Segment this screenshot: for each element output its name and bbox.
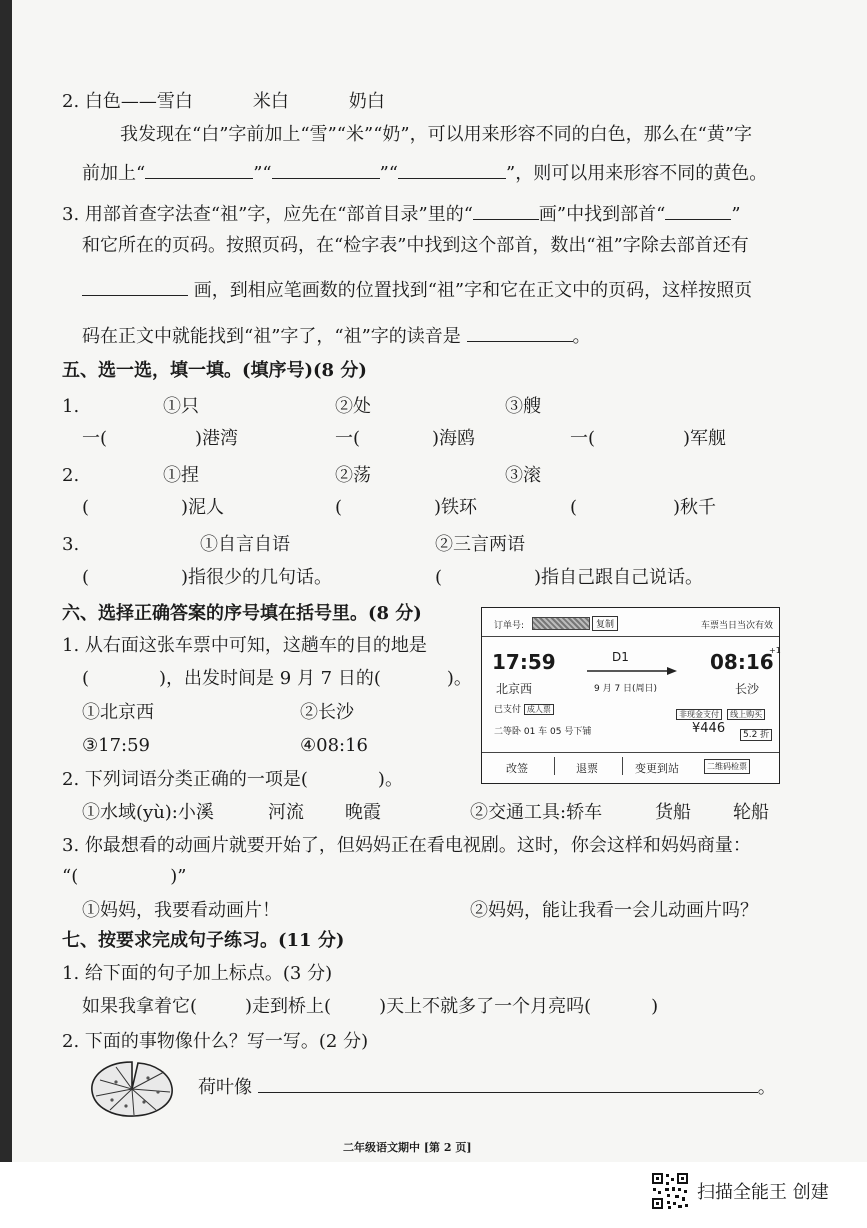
ticket-valid-note: 车票当日当次有效 [700,621,773,631]
q4-item2-line3: 前加上“ ”“ ”“ ”，则可以用来形容不同的黄色。 [82,163,768,184]
q6-item2-opt-a-word2: 河流 [268,802,304,823]
ticket-dep-station: 北京西 [496,682,533,696]
q6-item1-opt2: ②长沙 [300,702,354,723]
q5-g2-num: 2. [62,465,80,486]
ticket-order-label: 订单号: [494,621,525,631]
blank-yellow-2[interactable] [272,162,380,179]
q6-item1-opt1: ①北京西 [82,702,154,723]
q5-g3-opt1: ①自言自语 [200,534,290,555]
q4-item2-line2: 我发现在“白”字前加上“雪”“米”“奶”，可以用来形容不同的白色，那么在“黄”字 [120,124,753,145]
q4-item3-line4: 码在正文中就能找到“祖”字了，“祖”字的读音是 。 [82,326,591,347]
q5-g1-opt1: ①只 [163,396,199,417]
q6-item1-line1: 1. 从右面这张车票中可知，这趟车的目的地是 [62,635,427,656]
q5-g2-opt3: ③滚 [505,465,541,486]
ticket-action-change[interactable]: 改签 [506,762,528,775]
q5-g3-blank1[interactable]: ( )指很少的几句话。 [82,567,333,588]
ticket-discount: 5.2 折 [740,722,772,741]
blank-yellow-1[interactable] [145,162,253,179]
q4-item3-line2: 和它所在的页码。按照页码，在“检字表”中找到这个部首，数出“祖”字除去部首还有 [82,235,749,256]
ticket-direction-arrow-icon [587,666,677,676]
q4-item3-line3: 画，到相应笔画数的位置找到“祖”字和它在正文中的页码，这样按照页 [82,279,752,302]
q6-item2: 2. 下列词语分类正确的一项是( )。 [62,769,403,790]
q4-item3-line1: 3. 用部首查字法查“祖”字，应先在“部首目录”里的“ 画”中找到部首“ ” [62,204,741,225]
blank-radical[interactable] [665,203,731,220]
q6-item3: 3. 你最想看的动画片就要开始了，但妈妈正在看电视剧。这时，你会这样和妈妈商量： [62,835,751,856]
ticket-tag-nocash: 非现金支付 [676,709,722,720]
q5-g1-opt2: ②处 [335,396,371,417]
q5-g1-blank2[interactable]: 一( )海鸥 [335,428,476,449]
q6-item3-opt-a: ①妈妈，我要看动画片！ [82,900,280,921]
ticket-divider-bottom [482,752,779,753]
q6-item2-opt-b-word2: 货船 [655,802,691,823]
q5-g2-blank2[interactable]: ( )铁环 [335,497,478,518]
ticket-order-number-masked [532,617,590,630]
train-ticket [481,607,780,784]
q5-g1-opt3: ③艘 [505,396,541,417]
q4-item2-line1: 2. 白色——雪白 米白 奶白 [62,91,385,112]
q6-item2-opt-a-word3: 晚霞 [345,802,381,823]
q6-title: 六、选择正确答案的序号填在括号里。(8 分) [62,603,422,624]
q5-g2-blank3[interactable]: ( )秋千 [570,497,717,518]
q7-title: 七、按要求完成句子练习。(11 分) [62,930,345,951]
ticket-divider-top [482,636,779,637]
lotus-leaf-icon [86,1058,178,1120]
ticket-plus-day: +1 [769,646,781,655]
q6-item3-opt-b: ②妈妈，能让我看一会儿动画片吗？ [470,900,758,921]
q5-g3-num: 3. [62,534,80,555]
qr-code-icon [651,1172,689,1210]
scan-edge [0,0,12,1162]
q5-g1-blank1[interactable]: 一( )港湾 [82,428,239,449]
lotus-answer-blank[interactable] [258,1076,758,1093]
q6-item1-opt4: ④08:16 [300,735,369,756]
q6-item3-answer[interactable]: “( )” [62,866,187,887]
q7-item2-answer: 荷叶像 。 [198,1077,776,1098]
page-footer-label: 二年级语文期中 [第 2 页] [343,1141,472,1154]
q5-g1-blank3[interactable]: 一( )军舰 [570,428,727,449]
q5-g2-opt1: ①捏 [163,465,199,486]
blank-yellow-3[interactable] [398,162,506,179]
ticket-tags [676,702,765,721]
q6-item1-line2: ( )，出发时间是 9 月 7 日的( )。 [82,668,472,689]
ticket-date: 9 月 7 日(周日) [594,684,658,694]
ticket-action-qr-check[interactable]: 二维码检票 [704,759,750,774]
q6-item2-opt-b: ②交通工具:轿车 [470,802,603,823]
ticket-arr-station: 长沙 [735,682,760,696]
ticket-action-sep [554,757,555,775]
q6-item2-opt-b-word3: 轮船 [733,802,769,823]
ticket-adult-tag: 成人票 [524,704,554,715]
ticket-arr-time: 08:16 [710,650,774,674]
blank-stroke-group[interactable] [473,203,539,220]
q7-item1: 1. 给下面的句子加上标点。(3 分) [62,963,333,984]
q6-item2-opt-a: ①水域(yù):小溪 [82,802,214,823]
ticket-action-refund[interactable]: 退票 [576,762,598,775]
ticket-seat: 二等卧 01 车 05 号下铺 [494,727,592,737]
q5-g1-num: 1. [62,396,80,417]
q7-item2: 2. 下面的事物像什么？写一写。(2 分) [62,1031,369,1052]
ticket-action-change-station[interactable]: 变更到站 [635,762,679,775]
ticket-paid-status: 已支付 成人票 [494,702,554,715]
blank-pronunciation[interactable] [467,325,573,342]
ticket-tag-online: 线上购买 [727,709,765,720]
ticket-price: ¥446 [692,721,726,736]
q5-g2-opt2: ②荡 [335,465,371,486]
q5-title: 五、选一选，填一填。(填序号)(8 分) [62,360,367,381]
q5-g3-blank2[interactable]: ( )指自己跟自己说话。 [435,567,704,588]
q7-item1-sentence: 如果我拿着它( )走到桥上( )天上不就多了一个月亮吗( ) [82,996,659,1017]
q5-g3-opt2: ②三言两语 [435,534,525,555]
q6-item1-opt3: ③17:59 [82,735,151,756]
ticket-action-sep [622,757,623,775]
ticket-dep-time: 17:59 [492,650,556,674]
ticket-train-number: D1 [612,650,629,664]
scanner-credit: 扫描全能王 创建 [697,1182,829,1203]
ticket-copy-button[interactable]: 复制 [592,616,618,631]
blank-stroke-count[interactable] [82,279,188,296]
q5-g2-blank1[interactable]: ( )泥人 [82,497,225,518]
